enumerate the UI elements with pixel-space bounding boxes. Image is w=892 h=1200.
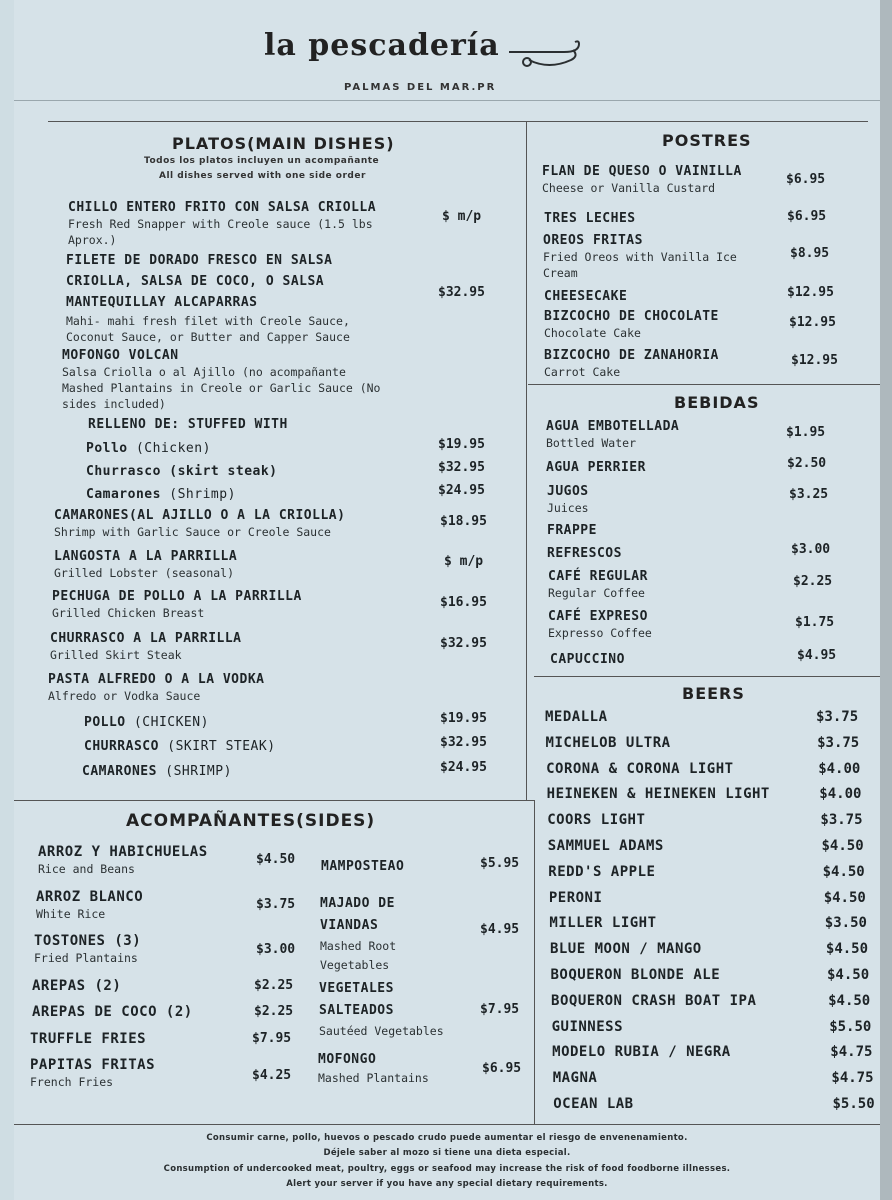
drink-desc: Expresso Coffee: [548, 626, 652, 640]
side-price: $4.95: [480, 922, 520, 937]
dessert-item: [543, 232, 737, 281]
dish-desc: Aprox.): [68, 233, 117, 247]
dessert-name: CHEESECAKE: [544, 289, 628, 304]
beer-name: PERONI: [548, 889, 603, 906]
header-divider: [14, 100, 880, 101]
beer-price: $3.50: [824, 915, 867, 932]
side-item: [320, 893, 396, 975]
beer-price: $4.75: [831, 1070, 874, 1087]
sub-item: [86, 463, 278, 480]
side-price: $7.95: [480, 1002, 520, 1017]
beer-price: $4.00: [819, 786, 862, 803]
drink-name: CAFÉ REGULAR: [548, 569, 648, 584]
dish-price: $ m/p: [442, 209, 482, 224]
side-name: VIANDAS: [320, 918, 379, 933]
dessert-name: OREOS FRITAS: [543, 233, 643, 248]
beers-title: BEERS: [682, 684, 745, 703]
footer-line-en: Alert your server if you have any special dietary requirements.: [286, 1179, 608, 1189]
dessert-name: TRES LECHES: [544, 211, 636, 226]
sub-item: [86, 440, 211, 457]
dish-langosta: [54, 548, 237, 581]
side-desc: Mashed Plantains: [318, 1071, 429, 1085]
side-name: MAJADO DE: [320, 896, 395, 911]
frame-top: [48, 121, 868, 122]
dessert-name: FLAN DE QUESO O VAINILLA: [542, 164, 742, 179]
side-name: VEGETALES: [319, 981, 394, 996]
dish-name: MANTEQUILLAY ALCAPARRAS: [66, 295, 258, 310]
sub-name-en: (Shrimp): [169, 487, 236, 502]
side-desc: Sautéed Vegetables: [319, 1024, 444, 1038]
beer-name: OCEAN LAB: [553, 1096, 634, 1112]
drink-desc: Regular Coffee: [548, 586, 645, 600]
dessert-item: [544, 308, 719, 341]
dish-name: CHURRASCO A LA PARRILLA: [50, 631, 242, 646]
sides-divider: [14, 800, 534, 801]
dish-desc: Mashed Plantains in Creole or Garlic Sauce (No: [62, 381, 381, 395]
side-name: ARROZ BLANCO: [36, 889, 144, 905]
sub-name: CAMARONES: [82, 764, 157, 779]
drink-name: REFRESCOS: [547, 546, 622, 561]
dish-name: PECHUGA DE POLLO A LA PARRILLA: [52, 589, 302, 604]
side-price: $4.25: [252, 1068, 292, 1083]
bebidas-divider: [528, 384, 880, 385]
side-item: [34, 933, 141, 966]
dish-churrasco: [50, 630, 242, 663]
dish-desc: Shrimp with Garlic Sauce or Creole Sauce: [54, 525, 331, 539]
drink-price: $3.00: [791, 542, 831, 557]
beer-price: $4.50: [821, 838, 864, 854]
page-edge-shadow: [880, 0, 892, 1200]
beer-price: $4.50: [825, 941, 869, 958]
sub-item: [86, 486, 236, 503]
dish-desc: Grilled Lobster (seasonal): [54, 566, 235, 580]
dish-name: CRIOLLA, SALSA DE COCO, O SALSA: [66, 274, 325, 289]
location-label: PALMAS DEL MAR.PR: [344, 82, 497, 93]
beer-price: $4.50: [828, 992, 871, 1009]
dessert-price: $12.95: [787, 285, 834, 300]
side-price: $4.50: [256, 852, 296, 867]
drink-name: AGUA EMBOTELLADA: [546, 419, 680, 434]
dish-mofongo-volcan: [62, 347, 381, 412]
beer-price: $3.75: [817, 734, 860, 751]
sub-name-en: (SHRIMP): [165, 764, 232, 779]
bebidas-title: BEBIDAS: [674, 393, 760, 412]
side-name: AREPAS (2): [32, 978, 122, 994]
footer-line-es: Consumir carne, pollo, huevos o pescado crudo puede aumentar el riesgo de envenenamiento.: [206, 1133, 688, 1143]
footer-divider: [14, 1124, 880, 1125]
beer-name: COORS LIGHT: [547, 812, 646, 829]
sub-price: $24.95: [438, 483, 485, 498]
frame-middle-divider-lower: [534, 800, 535, 1125]
dessert-price: $12.95: [791, 353, 838, 368]
footer-line-es: Déjele saber al mozo si tiene una dieta especial.: [323, 1148, 571, 1158]
dish-dorado: [66, 250, 350, 345]
dessert-price: $8.95: [790, 246, 830, 261]
sub-item: [84, 714, 209, 731]
side-name: SALTEADOS: [319, 1003, 394, 1018]
sub-name-en: (SKIRT STEAK): [167, 739, 276, 754]
side-desc: Vegetables: [320, 958, 390, 972]
side-price: $2.25: [254, 1004, 294, 1019]
drink-price: $1.75: [795, 615, 835, 630]
beer-price: $5.50: [832, 1096, 875, 1112]
drink-name: AGUA PERRIER: [546, 460, 646, 475]
restaurant-logo: la pescadería: [264, 28, 500, 63]
sub-item: [82, 763, 232, 780]
dish-desc: Coconut Sauce, or Butter and Capper Sauce: [66, 330, 350, 344]
side-name: ARROZ Y HABICHUELAS: [38, 844, 208, 860]
beer-name: SAMMUEL ADAMS: [547, 838, 664, 854]
relleno-label: RELLENO DE: STUFFED WITH: [88, 417, 288, 432]
fish-hook-icon: [509, 40, 589, 74]
dish-pechuga: [52, 588, 302, 621]
platos-note-es: Todos los platos incluyen un acompañante: [144, 156, 380, 166]
beer-price: $3.75: [820, 812, 863, 829]
drink-price: $4.95: [797, 648, 837, 663]
beer-price: $4.50: [823, 889, 866, 906]
side-item: [30, 1057, 155, 1090]
side-price: $5.95: [480, 856, 520, 871]
drink-item: [548, 608, 652, 641]
beers-divider: [534, 676, 880, 677]
side-desc: Rice and Beans: [38, 862, 135, 876]
side-item: [318, 1050, 429, 1086]
side-desc: White Rice: [36, 907, 106, 921]
beer-name: MICHELOB ULTRA: [545, 734, 671, 751]
platos-note-en: All dishes served with one side order: [159, 171, 366, 181]
beer-name: BOQUERON BLONDE ALE: [550, 967, 721, 983]
side-desc: Fried Plantains: [34, 951, 138, 965]
dessert-price: $6.95: [786, 172, 826, 187]
dish-price: $18.95: [440, 514, 487, 529]
drink-name: JUGOS: [547, 484, 589, 499]
side-name: TRUFFLE FRIES: [30, 1031, 147, 1047]
side-price: $6.95: [482, 1061, 522, 1076]
beer-price: $4.50: [827, 967, 870, 983]
drink-item: [548, 568, 648, 601]
beer-name: CORONA & CORONA LIGHT: [546, 760, 734, 777]
beer-price: $5.50: [829, 1018, 872, 1035]
dish-name: FILETE DE DORADO FRESCO EN SALSA: [66, 253, 333, 268]
sub-name: CHURRASCO: [84, 739, 159, 754]
dish-desc: sides included): [62, 397, 166, 411]
drink-item: [546, 418, 679, 451]
drink-price: $3.25: [789, 487, 829, 502]
beer-name: REDD'S APPLE: [548, 863, 656, 880]
dish-name: CAMARONES(AL AJILLO O A LA CRIOLLA): [54, 508, 346, 523]
dessert-price: $12.95: [789, 315, 836, 330]
sub-name: Churrasco (skirt steak): [86, 464, 278, 479]
beer-name: BOQUERON CRASH BOAT IPA: [551, 992, 757, 1009]
side-desc: French Fries: [30, 1075, 114, 1089]
drink-item: [547, 483, 589, 516]
beer-price: $4.00: [818, 760, 861, 777]
beer-price: $4.75: [830, 1044, 873, 1061]
beer-price: $3.75: [816, 709, 859, 725]
dish-desc: Salsa Criolla o al Ajillo (no acompañante: [62, 365, 346, 379]
side-item: [319, 978, 444, 1041]
sides-title: ACOMPAÑANTES(SIDES): [126, 811, 376, 831]
frame-middle-divider: [526, 121, 527, 801]
menu-sheet: [14, 0, 880, 1200]
beer-name: HEINEKEN & HEINEKEN LIGHT: [546, 786, 770, 803]
side-name: MAMPOSTEAO: [321, 859, 405, 874]
dessert-name: BIZCOCHO DE CHOCOLATE: [544, 309, 719, 324]
drink-name: CAPUCCINO: [550, 652, 625, 667]
dish-desc: Grilled Chicken Breast: [52, 606, 205, 620]
drink-desc: Juices: [547, 501, 589, 515]
beer-name: MAGNA: [552, 1070, 598, 1087]
beer-name: MILLER LIGHT: [549, 915, 657, 932]
sub-price: $19.95: [440, 711, 487, 726]
drink-price: $2.25: [793, 574, 833, 589]
dessert-name: BIZCOCHO DE ZANAHORIA: [544, 348, 719, 363]
dish-camarones: [54, 507, 345, 540]
side-name: MOFONGO: [318, 1052, 377, 1067]
dessert-desc: Carrot Cake: [544, 365, 621, 379]
dish-name: PASTA ALFREDO O A LA VODKA: [48, 672, 265, 687]
beer-name: MODELO RUBIA / NEGRA: [552, 1044, 731, 1061]
beer-name: MEDALLA: [545, 709, 608, 725]
sub-price: $19.95: [438, 437, 485, 452]
side-item: [36, 889, 143, 922]
dish-name: MOFONGO VOLCAN: [62, 348, 179, 363]
side-item: [38, 844, 208, 877]
dish-desc: Grilled Skirt Steak: [50, 648, 182, 662]
platos-title: PLATOS(MAIN DISHES): [172, 134, 395, 153]
dish-desc: Mahi- mahi fresh filet with Creole Sauce,: [66, 314, 350, 328]
dessert-desc: Chocolate Cake: [544, 326, 641, 340]
dish-price: $16.95: [440, 595, 487, 610]
side-price: $7.95: [252, 1031, 292, 1046]
sub-name: Camarones: [86, 487, 161, 502]
drink-desc: Bottled Water: [546, 436, 637, 450]
sub-name-en: (CHICKEN): [133, 715, 209, 730]
dish-desc: Alfredo or Vodka Sauce: [48, 689, 201, 703]
side-desc: Mashed Root: [320, 939, 397, 953]
dish-pasta: [48, 671, 265, 704]
dish-name: LANGOSTA A LA PARRILLA: [54, 549, 238, 564]
dessert-price: $6.95: [787, 209, 827, 224]
dessert-desc: Fried Oreos with Vanilla Ice: [543, 250, 737, 264]
side-price: $2.25: [254, 978, 294, 993]
beer-price: $4.50: [822, 863, 865, 880]
dessert-item: [544, 347, 719, 380]
beer-name: BLUE MOON / MANGO: [549, 941, 702, 958]
dish-price: $32.95: [440, 636, 487, 651]
side-name: TOSTONES (3): [34, 933, 142, 949]
footer-line-en: Consumption of undercooked meat, poultry, eggs or seafood may increase the risk of food foodborne illnesses.: [163, 1164, 731, 1174]
drink-name: FRAPPE: [547, 523, 597, 538]
drink-price: $2.50: [787, 456, 827, 471]
side-name: PAPITAS FRITAS: [30, 1057, 156, 1073]
dish-name: CHILLO ENTERO FRITO CON SALSA CRIOLLA: [68, 200, 377, 215]
dessert-desc: Cheese or Vanilla Custard: [542, 181, 716, 195]
sub-name: POLLO: [84, 715, 126, 730]
postres-title: POSTRES: [662, 131, 752, 150]
sub-price: $32.95: [438, 460, 485, 475]
sub-name: Pollo: [86, 441, 128, 456]
drink-price: $1.95: [786, 425, 826, 440]
dish-price: $ m/p: [444, 554, 484, 569]
dessert-desc: Cream: [543, 266, 578, 280]
side-price: $3.00: [256, 942, 296, 957]
dish-price: $32.95: [438, 285, 485, 300]
sub-price: $32.95: [440, 735, 487, 750]
sub-item: [84, 738, 276, 755]
dessert-item: [542, 163, 742, 196]
drink-name: CAFÉ EXPRESO: [548, 609, 648, 624]
sub-price: $24.95: [440, 760, 487, 775]
beer-name: GUINNESS: [551, 1018, 624, 1035]
sub-name-en: (Chicken): [135, 441, 211, 456]
dish-desc: Fresh Red Snapper with Creole sauce (1.5 lbs: [68, 217, 373, 231]
side-name: AREPAS DE COCO (2): [32, 1004, 193, 1020]
dish-chillo: [68, 199, 376, 248]
side-price: $3.75: [256, 897, 296, 912]
